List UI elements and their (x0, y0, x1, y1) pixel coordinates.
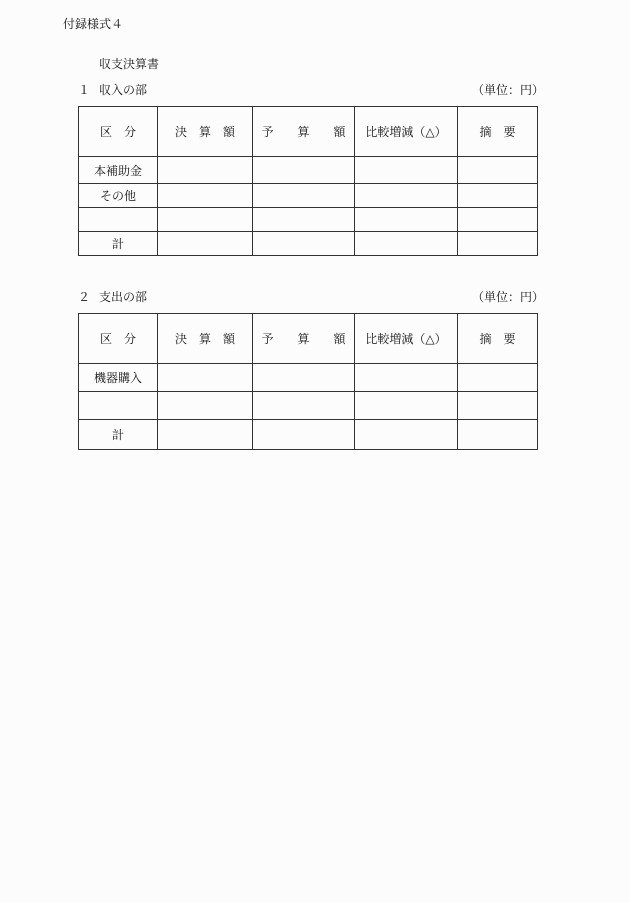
table-row (79, 184, 538, 208)
cell-budget (253, 392, 355, 420)
total-row (79, 420, 538, 450)
expense-heading: 支出の部 (99, 290, 148, 304)
income-unit-note: （単位：円） (472, 83, 545, 97)
row-label (79, 208, 158, 232)
cell-difference (355, 232, 458, 256)
income-heading-number: １ (78, 83, 91, 97)
cell-settled (158, 208, 253, 232)
cell-difference (355, 157, 458, 184)
row-label: 機器購入 (79, 364, 158, 392)
cell-difference (355, 184, 458, 208)
document-title: 収支決算書 (99, 57, 160, 71)
cell-budget (253, 208, 355, 232)
cell-settled (158, 232, 253, 256)
cell-settled (158, 157, 253, 184)
cell-budget (253, 420, 355, 450)
income-table (78, 106, 538, 256)
appendix-label: 付録様式４ (63, 17, 124, 31)
expense-table (78, 313, 538, 450)
cell-settled (158, 392, 253, 420)
cell-remarks (458, 364, 538, 392)
table-row (79, 364, 538, 392)
table-row (79, 208, 538, 232)
cell-settled (158, 184, 253, 208)
cell-budget (253, 364, 355, 392)
cell-difference (355, 364, 458, 392)
header-category: 区 分 (79, 107, 158, 157)
income-header-row (79, 107, 538, 157)
expense-unit-note: （単位：円） (472, 290, 545, 304)
header-budget-amount: 予 算 額 (253, 314, 355, 364)
cell-settled (158, 364, 253, 392)
header-settled-amount: 決 算 額 (158, 107, 253, 157)
header-category: 区 分 (79, 314, 158, 364)
expense-heading-number: ２ (78, 290, 91, 304)
cell-difference (355, 420, 458, 450)
header-difference: 比較増減（△） (355, 107, 458, 157)
row-label: 本補助金 (79, 157, 158, 184)
total-row (79, 232, 538, 256)
cell-difference (355, 392, 458, 420)
row-label: その他 (79, 184, 158, 208)
row-label (79, 392, 158, 420)
table-row (79, 157, 538, 184)
header-budget-amount: 予 算 額 (253, 107, 355, 157)
header-remarks: 摘 要 (458, 107, 538, 157)
cell-budget (253, 157, 355, 184)
table-row (79, 392, 538, 420)
row-label: 計 (79, 420, 158, 450)
cell-remarks (458, 392, 538, 420)
income-heading: 収入の部 (99, 83, 148, 97)
cell-budget (253, 232, 355, 256)
cell-budget (253, 184, 355, 208)
cell-settled (158, 420, 253, 450)
cell-remarks (458, 232, 538, 256)
header-remarks: 摘 要 (458, 314, 538, 364)
cell-remarks (458, 208, 538, 232)
header-settled-amount: 決 算 額 (158, 314, 253, 364)
cell-remarks (458, 420, 538, 450)
cell-remarks (458, 184, 538, 208)
cell-remarks (458, 157, 538, 184)
header-difference: 比較増減（△） (355, 314, 458, 364)
expense-header-row (79, 314, 538, 364)
cell-difference (355, 208, 458, 232)
row-label: 計 (79, 232, 158, 256)
